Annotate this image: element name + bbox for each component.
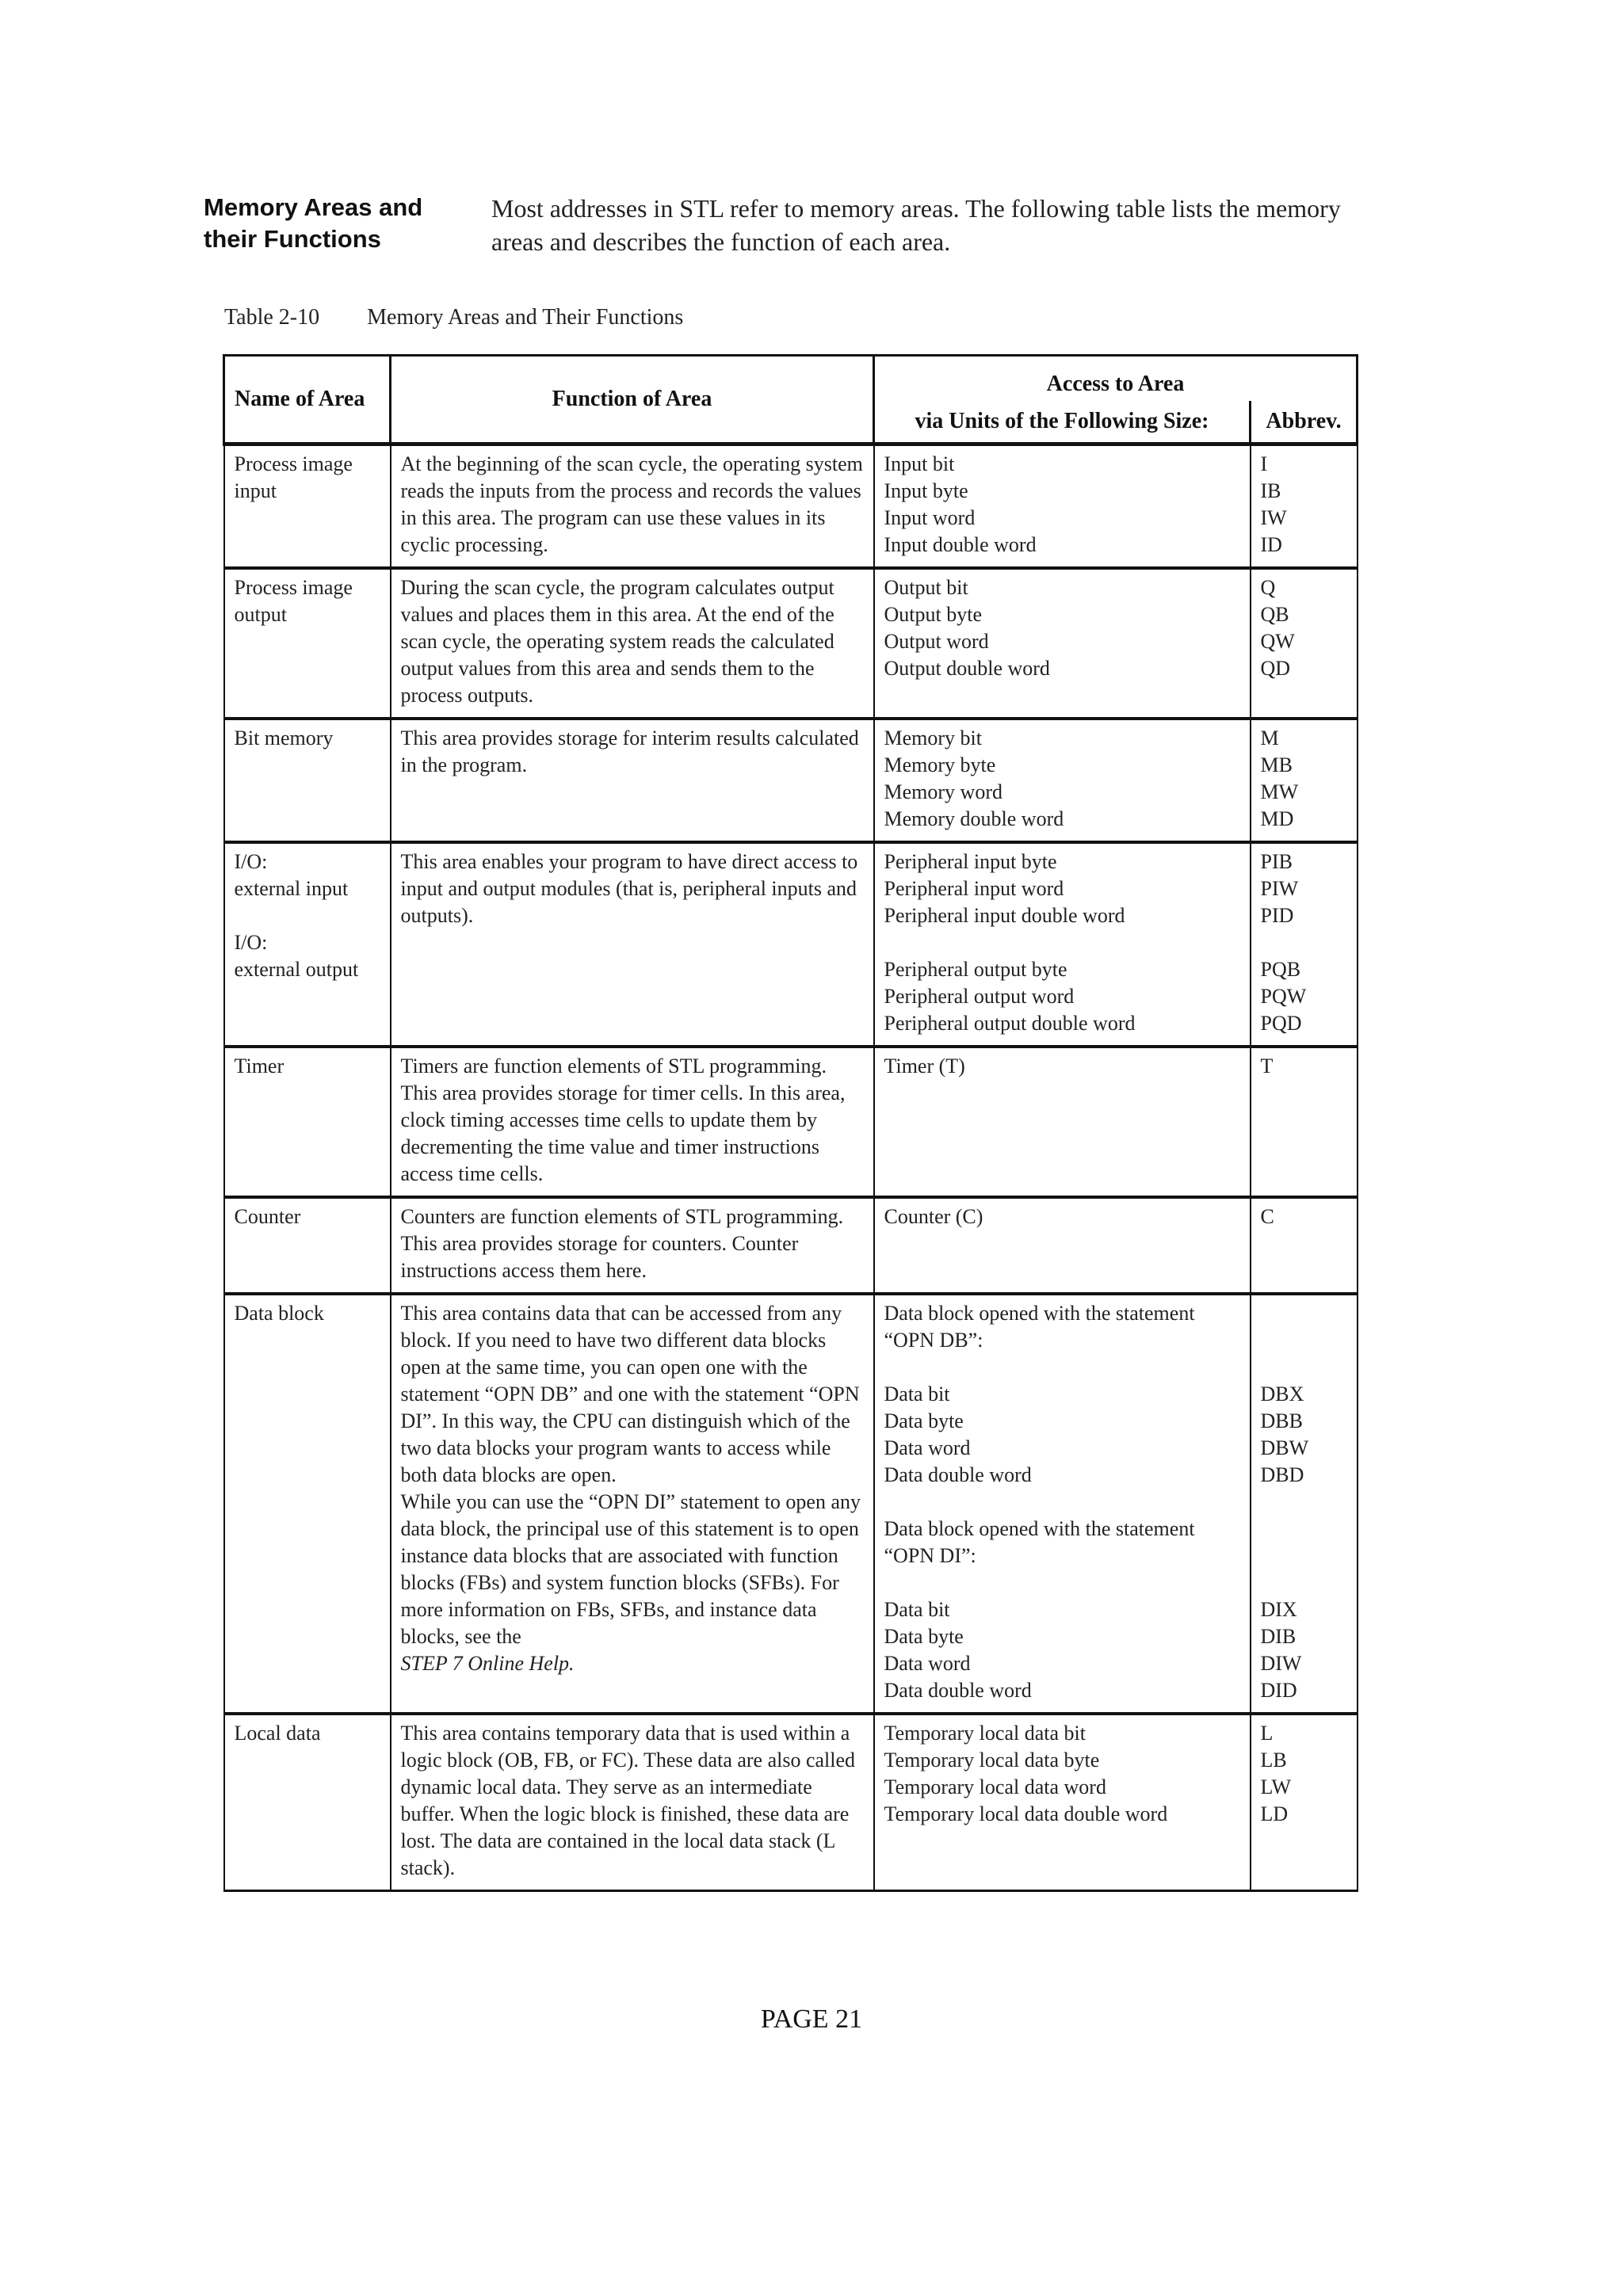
header-access-to-area: Access to Area bbox=[874, 356, 1358, 402]
table-row bbox=[224, 1714, 1358, 1891]
cell-abbrev: DBX DBB DBW DBD DIX DIB DIW DID bbox=[1251, 1294, 1358, 1714]
cell-access-units: Input bit Input byte Input word Input double word bbox=[874, 444, 1251, 569]
cell-area-function: Counters are function elements of STL programming. This area provides storage for counters. Counter instructions access them here. bbox=[391, 1197, 874, 1294]
table-row bbox=[224, 444, 1358, 569]
intro-paragraph: Most addresses in STL refer to memory areas. The following table lists the memory areas and describes the function of each area. bbox=[491, 194, 1341, 256]
cell-area-function: During the scan cycle, the program calculates output values and places them in this area. At the end of the scan cycle, the operating system reads the calculated output values from this area and sends them to the process outputs. bbox=[391, 568, 874, 719]
table-row bbox=[224, 1047, 1358, 1197]
table-title: Memory Areas and Their Functions bbox=[367, 305, 684, 330]
section-side-heading: Memory Areas and their Functions bbox=[204, 193, 423, 253]
table-row bbox=[224, 842, 1358, 1047]
cell-abbrev: I IB IW ID bbox=[1251, 444, 1358, 569]
cell-abbrev: PIB PIW PID PQB PQW PQD bbox=[1251, 842, 1358, 1047]
table-row bbox=[224, 1197, 1358, 1294]
cell-area-function: This area contains temporary data that is used within a logic block (OB, FB, or FC). These data are also called dynamic local data. They serve as an intermediate buffer. When the logic block is finished, these data are lost. The data are contained in the local data stack (L stack). bbox=[391, 1714, 874, 1891]
cell-access-units: Counter (C) bbox=[874, 1197, 1251, 1294]
cell-abbrev: M MB MW MD bbox=[1251, 719, 1358, 842]
table-row bbox=[224, 719, 1358, 842]
cell-area-name: Bit memory bbox=[224, 719, 391, 842]
table-row bbox=[224, 1294, 1358, 1714]
cell-area-function: At the beginning of the scan cycle, the operating system reads the inputs from the process and records the values in this area. The program can use these values in its cyclic processing. bbox=[391, 444, 874, 569]
cell-abbrev: C bbox=[1251, 1197, 1358, 1294]
cell-access-units: Peripheral input byte Peripheral input word Peripheral input double word Peripheral output byte Peripheral output word Peripheral output double word bbox=[874, 842, 1251, 1047]
cell-area-name: Timer bbox=[224, 1047, 391, 1197]
cell-area-name: Process image output bbox=[224, 568, 391, 719]
cell-area-name: I/O: external input I/O: external output bbox=[224, 842, 391, 1047]
cell-abbrev: T bbox=[1251, 1047, 1358, 1197]
cell-abbrev: Q QB QW QD bbox=[1251, 568, 1358, 719]
cell-access-units: Output bit Output byte Output word Output double word bbox=[874, 568, 1251, 719]
cell-area-name: Counter bbox=[224, 1197, 391, 1294]
table-number: Table 2-10 bbox=[224, 305, 320, 330]
memory-areas-table bbox=[223, 354, 1358, 1892]
cell-area-function: Timers are function elements of STL programming. This area provides storage for timer cells. In this area, clock timing accesses time cells to update them by decrementing the time value and timer instructions access time cells. bbox=[391, 1047, 874, 1197]
function-text-italic: STEP 7 Online Help. bbox=[400, 1652, 575, 1675]
cell-area-function: This area enables your program to have direct access to input and output modules (that is, peripheral inputs and outputs). bbox=[391, 842, 874, 1047]
header-abbrev: Abbrev. bbox=[1251, 401, 1358, 444]
cell-area-function bbox=[391, 1294, 874, 1714]
cell-area-name: Local data bbox=[224, 1714, 391, 1891]
table-caption bbox=[224, 305, 683, 330]
cell-access-units: Memory bit Memory byte Memory word Memory double word bbox=[874, 719, 1251, 842]
cell-access-units: Data block opened with the statement “OPN DB”: Data bit Data byte Data word Data double word Data block opened with the statement “OPN DI”: Data bit Data byte Data word Data double word bbox=[874, 1294, 1251, 1714]
cell-area-function: This area provides storage for interim results calculated in the program. bbox=[391, 719, 874, 842]
cell-access-units: Temporary local data bit Temporary local data byte Temporary local data word Temporary local data double word bbox=[874, 1714, 1251, 1891]
header-name-of-area: Name of Area bbox=[224, 356, 391, 444]
page-number: PAGE 21 bbox=[760, 2004, 863, 2034]
function-text: This area contains data that can be accessed from any block. If you need to have two different data blocks open at the same time, you can open one with the statement “OPN DB” and one with the statement “OPN DI”. In this way, the CPU can distinguish which of the two data blocks your program wants to access while both data blocks are open. While you can use the “OPN DI” statement to open any data block, the principal use of this statement is to open instance data blocks that are associated with function blocks (FBs) and system function blocks (SFBs). For more information on FBs, SFBs, and instance data blocks, see the bbox=[400, 1302, 861, 1648]
cell-area-name: Process image input bbox=[224, 444, 391, 569]
cell-abbrev: L LB LW LD bbox=[1251, 1714, 1358, 1891]
header-units-size: via Units of the Following Size: bbox=[874, 401, 1251, 444]
header-function-of-area: Function of Area bbox=[391, 356, 874, 444]
cell-access-units: Timer (T) bbox=[874, 1047, 1251, 1197]
cell-area-name: Data block bbox=[224, 1294, 391, 1714]
table-row bbox=[224, 568, 1358, 719]
